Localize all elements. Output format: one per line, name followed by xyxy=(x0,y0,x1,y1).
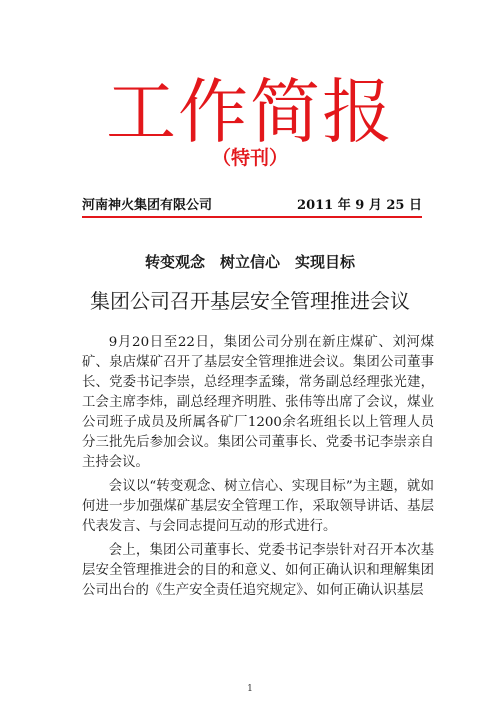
article-headline: 集团公司召开基层安全管理推进会议 xyxy=(90,289,410,313)
body-paragraph: 9月20日至22日，集团公司分别在新庄煤矿、刘河煤矿、泉店煤矿召开了基层安全管理推进会议。集团公司董事长、党委书记李崇，总经理李孟臻，常务副总经理张光建，工会主席李炜，副总经理齐明胜、张伟等出席了会议，煤业公司班子成员及所属各矿厂1200余名班组长以上管理人员分三批先后参加会议。集团公司董事长、党委书记李崇亲自主持会议。 xyxy=(82,335,434,470)
issuer-line xyxy=(82,196,422,218)
body-paragraph: 会上，集团公司董事长、党委书记李崇针对召开本次基层安全管理推进会的目的和意义、如何正确认识和理解集团公司出台的《生产安全责任追究规定》、如何正确认识基层 xyxy=(82,543,434,598)
article-slogan: 转变观念 树立信心 实现目标 xyxy=(144,253,355,271)
masthead-title: 工作简报 xyxy=(106,71,394,153)
issuer-organization: 河南神火集团有限公司 xyxy=(82,198,213,213)
issue-date: 2011 年 9 月 25 日 xyxy=(297,198,422,213)
body-paragraph: 会议以“转变观念、树立信心、实现目标”为主题，就如何进一步加强煤矿基层安全管理工作，采取领导讲话、基层代表发言、与会同志提问互动的形式进行。 xyxy=(82,479,434,534)
page-number: 1 xyxy=(247,684,253,694)
article-body xyxy=(82,333,434,605)
masthead-subtitle: （特刊） xyxy=(211,147,288,169)
